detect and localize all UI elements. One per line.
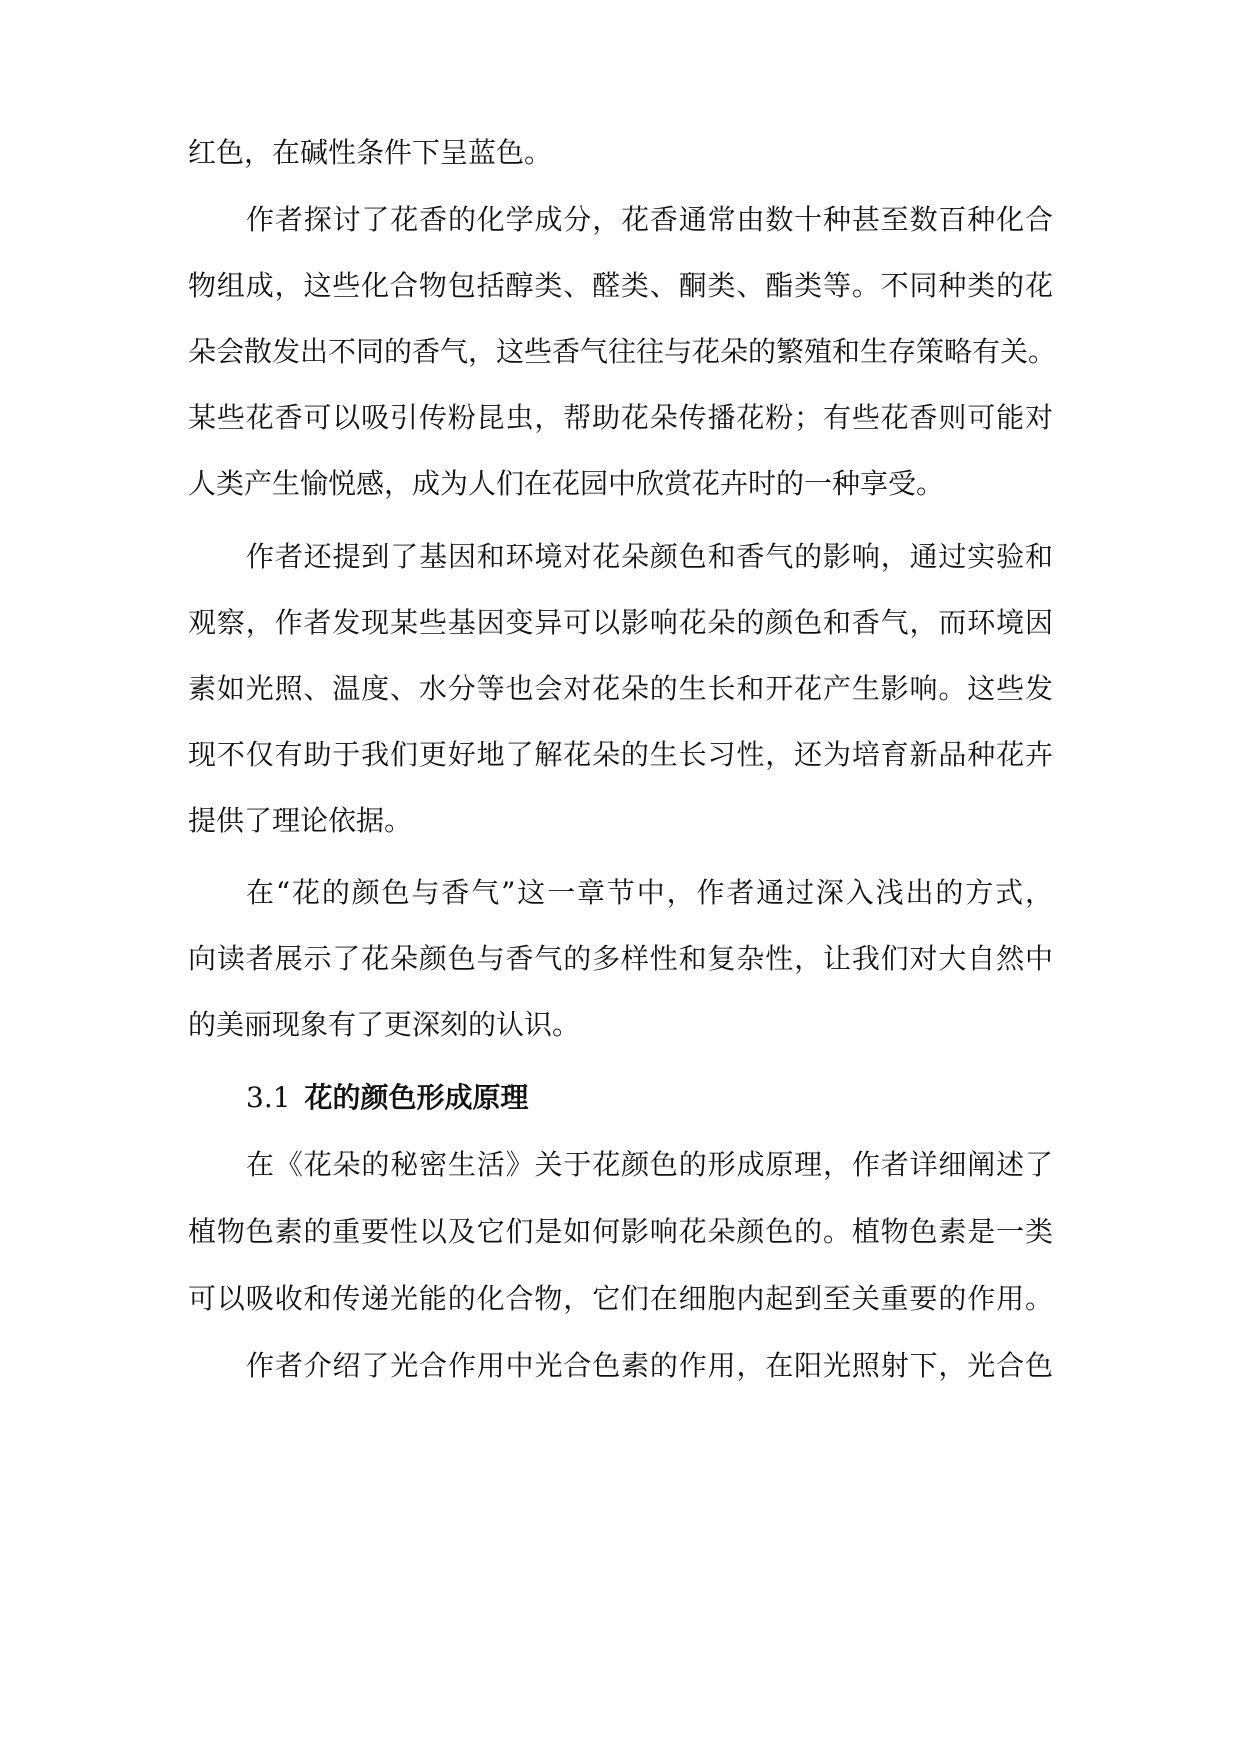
section-heading (246, 1078, 529, 1118)
section-title: 花的颜色形成原理 (304, 1081, 529, 1114)
section-number: 3.1 (246, 1081, 291, 1114)
paragraph-line: 向读者展示了花朵颜色与香气的多样性和复杂性，让我们对大自然中 (188, 942, 1053, 975)
paragraph-line: 现不仅有助于我们更好地了解花朵的生长习性，还为培育新品种花卉 (188, 738, 1053, 771)
paragraph-line: 人类产生愉悦感，成为人们在花园中欣赏花卉时的一种享受。 (188, 467, 945, 500)
paragraph-line: 物组成，这些化合物包括醇类、醛类、酮类、酯类等。不同种类的花 (188, 269, 1053, 302)
paragraph-line: 作者还提到了基因和环境对花朵颜色和香气的影响，通过实验和 (246, 540, 1053, 573)
paragraph-line: 作者介绍了光合作用中光合色素的作用，在阳光照射下，光合色 (246, 1349, 1053, 1382)
paragraph-line: 可以吸收和传递光能的化合物，它们在细胞内起到至关重要的作用。 (188, 1282, 1053, 1315)
paragraph-line: 朵会散发出不同的香气，这些香气往往与花朵的繁殖和生存策略有关。 (188, 335, 1057, 368)
paragraph-line: 作者探讨了花香的化学成分，花香通常由数十种甚至数百种化合 (246, 203, 1053, 236)
paragraph-line: 红色，在碱性条件下呈蓝色。 (188, 136, 553, 169)
paragraph-line: 某些花香可以吸引传粉昆虫，帮助花朵传播花粉；有些花香则可能对 (188, 401, 1053, 434)
paragraph-line: 观察，作者发现某些基因变异可以影响花朵的颜色和香气，而环境因 (188, 606, 1053, 639)
paragraph-line: 植物色素的重要性以及它们是如何影响花朵颜色的。植物色素是一类 (188, 1215, 1053, 1248)
paragraph-line: 在“花的颜色与香气”这一章节中，作者通过深入浅出的方式， (246, 876, 1053, 909)
paragraph-line: 的美丽现象有了更深刻的认识。 (188, 1008, 581, 1041)
paragraph-line: 在《花朵的秘密生活》关于花颜色的形成原理，作者详细阐述了 (246, 1148, 1053, 1181)
paragraph-line: 提供了理论依据。 (188, 804, 413, 837)
paragraph-line: 素如光照、温度、水分等也会对花朵的生长和开花产生影响。这些发 (188, 672, 1053, 705)
